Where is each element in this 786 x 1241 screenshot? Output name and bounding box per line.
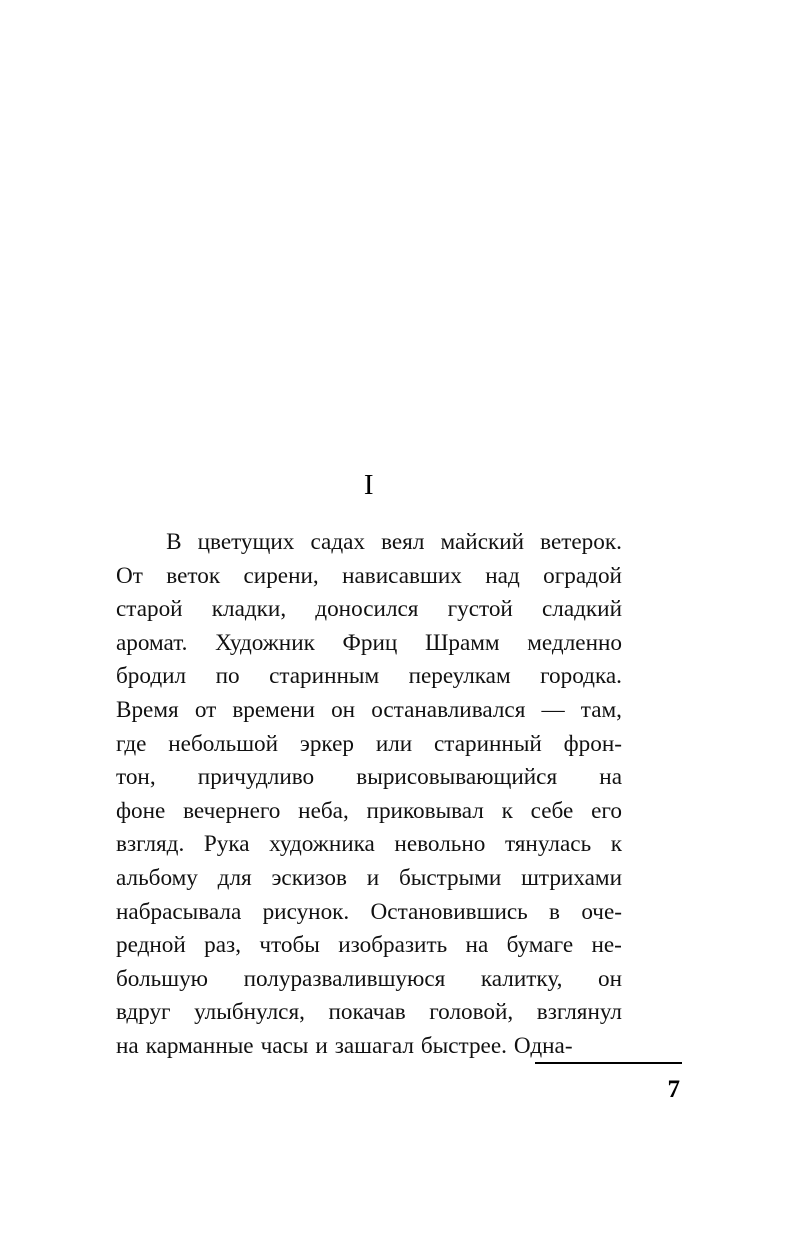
text-word: фрон- (563, 730, 622, 757)
body-text-line (116, 761, 622, 795)
footer-rule-divider (535, 1062, 682, 1064)
body-text-line (116, 996, 622, 1030)
text-word: В (166, 529, 182, 555)
text-word: взгляд. (116, 831, 185, 858)
text-word: вырисовывающийся (356, 764, 558, 791)
text-word: тянулась (504, 831, 592, 858)
text-word: цветущих (197, 529, 295, 555)
body-text-block (116, 526, 622, 1064)
text-word: где (116, 730, 147, 757)
text-word: на (599, 764, 622, 791)
text-word: Рука (203, 831, 250, 858)
text-word: От (116, 562, 143, 589)
text-word: старинным (269, 663, 380, 690)
text-word: на (465, 932, 489, 959)
text-word: сирени, (243, 562, 319, 589)
text-word: сладкий (541, 596, 622, 623)
text-word: небольшой (168, 730, 279, 757)
body-text-line (116, 896, 622, 930)
body-text-line (116, 526, 622, 560)
text-word: вечернего (183, 797, 281, 824)
text-word: он (331, 696, 356, 723)
text-word: штрихами (521, 864, 622, 891)
text-word: покачав (328, 999, 406, 1026)
text-word: майский (440, 529, 525, 555)
text-word: останавливался (371, 696, 526, 723)
text-word: и (315, 1032, 328, 1059)
text-word: его (591, 797, 622, 824)
body-text-line (116, 627, 622, 661)
text-word: времени (232, 696, 315, 723)
text-word: Шрамм (424, 629, 500, 656)
text-word: от (194, 696, 217, 723)
text-word: Время (116, 696, 179, 723)
text-word: в (549, 898, 560, 925)
chapter-number-heading: I (363, 469, 375, 501)
text-word: там, (580, 696, 622, 723)
text-word: веток (166, 562, 221, 589)
body-text-line (116, 963, 622, 997)
text-word: бумаге (506, 932, 574, 959)
body-text-line (116, 1030, 622, 1064)
text-word: аромат. (116, 629, 188, 656)
text-word: — (541, 696, 565, 723)
text-word: калитку, (480, 965, 563, 992)
text-word: Фриц (342, 629, 398, 656)
body-text-line (116, 828, 622, 862)
text-word: быстрее. (420, 1032, 507, 1059)
body-text-line (116, 694, 622, 728)
text-word: кладки, (211, 596, 287, 623)
text-word: по (215, 663, 240, 690)
text-word: Одна- (513, 1032, 573, 1059)
text-word: эркер (299, 730, 354, 757)
text-word: вдруг (116, 999, 171, 1026)
page-footer (535, 1062, 682, 1104)
text-word: изобразить (338, 932, 448, 959)
text-word: улыбнулся, (194, 999, 305, 1026)
first-line-indent (116, 526, 150, 560)
body-text-line (116, 560, 622, 594)
page-number: 7 (667, 1076, 680, 1103)
text-word: полуразвалившуюся (243, 965, 446, 992)
text-word: оче- (581, 898, 622, 925)
body-text-line (116, 660, 622, 694)
text-word: редной (116, 932, 186, 959)
text-word: или (375, 730, 413, 757)
text-word: причудливо (197, 764, 315, 791)
text-word: для (217, 864, 252, 891)
text-word: к (501, 797, 513, 824)
text-word: городка. (540, 663, 622, 690)
text-word: оградой (543, 562, 622, 589)
text-word: тон, (116, 764, 156, 791)
text-word: приковывал (366, 797, 484, 824)
text-word: неба, (298, 797, 349, 824)
text-word: зашагал (334, 1032, 414, 1059)
text-word: Остановившись (370, 898, 528, 925)
text-word: эскизов (271, 864, 347, 891)
text-word: ветерок. (540, 529, 622, 555)
text-word: он (597, 965, 622, 992)
text-word: Художник (215, 629, 315, 656)
text-word: к (610, 831, 622, 858)
text-word: часы (260, 1032, 309, 1059)
body-text-line (116, 929, 622, 963)
text-word: карманные (145, 1032, 254, 1059)
text-word: взглянул (536, 999, 622, 1026)
text-word: не- (591, 932, 622, 959)
text-word: доносился (315, 596, 419, 623)
text-word: веял (381, 529, 425, 555)
text-word: быстрыми (398, 864, 502, 891)
text-word: альбому (116, 864, 198, 891)
body-text-line (116, 593, 622, 627)
text-word: себе (530, 797, 574, 824)
text-word: нависавших (342, 562, 462, 589)
text-word: на (116, 1032, 139, 1059)
text-word: фоне (116, 797, 166, 824)
text-word: над (485, 562, 520, 589)
text-word: медленно (527, 629, 622, 656)
body-text-line (116, 728, 622, 762)
text-word: головой, (429, 999, 514, 1026)
text-word: художника (269, 831, 375, 858)
text-word: старой (116, 596, 183, 623)
text-word: чтобы (259, 932, 320, 959)
text-word: раз, (204, 932, 241, 959)
text-word: старинный (434, 730, 542, 757)
text-word: большую (116, 965, 209, 992)
text-word: густой (447, 596, 513, 623)
text-word: рисунок. (262, 898, 350, 925)
text-word: и (366, 864, 380, 891)
text-word: невольно (394, 831, 486, 858)
body-text-line (116, 795, 622, 829)
text-word: садах (310, 529, 366, 555)
body-text-line (116, 862, 622, 896)
text-word: бродил (116, 663, 187, 690)
text-word: набрасывала (116, 898, 242, 925)
text-word: переулкам (408, 663, 511, 690)
